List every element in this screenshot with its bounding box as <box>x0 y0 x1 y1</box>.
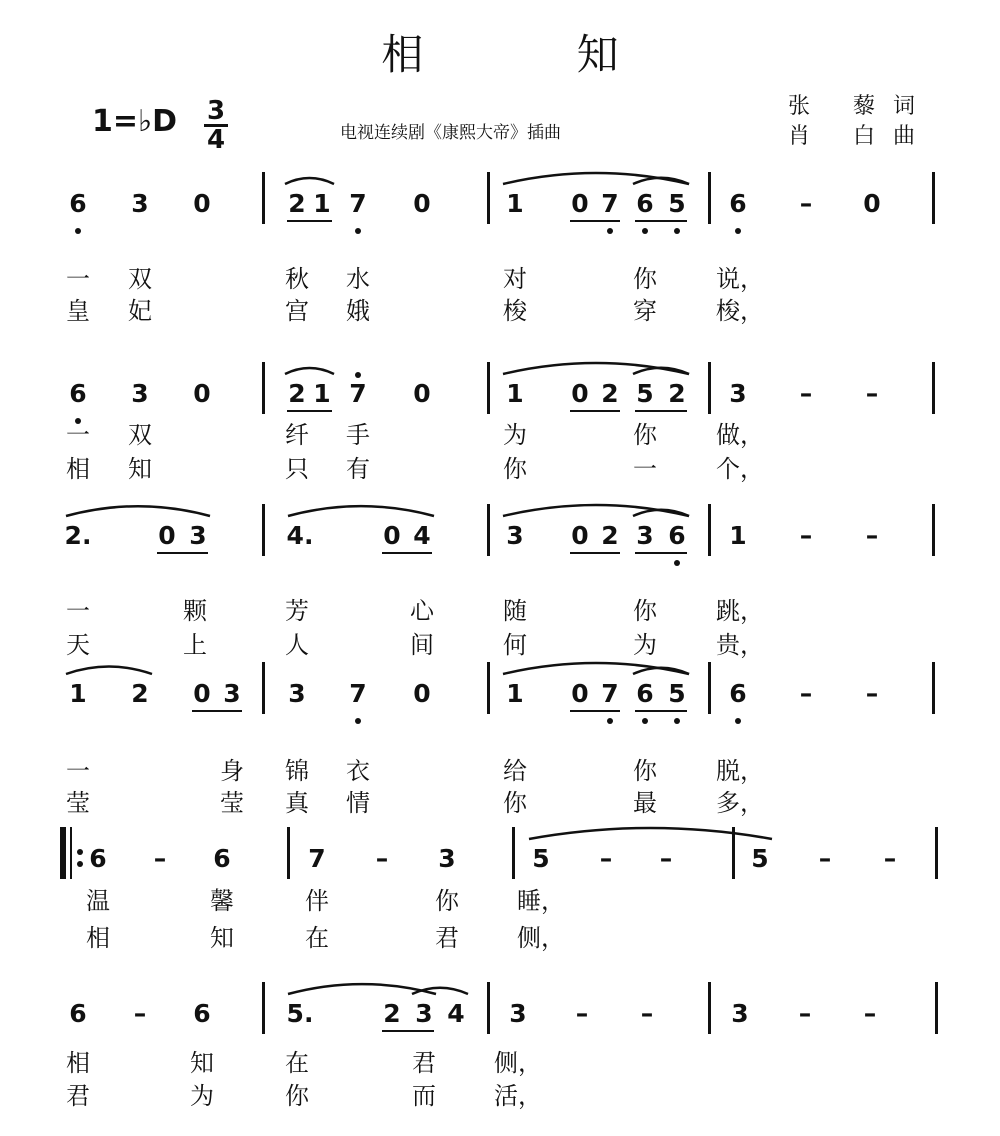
note: 0 <box>413 679 431 708</box>
lyric-syllable: 最 <box>633 789 657 817</box>
note: 0 <box>193 189 211 218</box>
lyric-syllable: 一 <box>633 455 657 483</box>
lyric-syllable: 秋 <box>285 265 309 293</box>
note: 6 <box>193 999 211 1028</box>
note: – <box>375 844 389 873</box>
lyric-syllable: 君 <box>412 1049 436 1077</box>
note: 1 <box>69 679 87 708</box>
note: 1 <box>729 521 747 550</box>
note: 3 <box>506 521 524 550</box>
note: 5 <box>636 379 654 408</box>
subtitle: 电视连续剧《康熙大帝》插曲 <box>340 123 561 143</box>
lyric-syllable: 你 <box>633 597 657 625</box>
note: 3 <box>288 679 306 708</box>
note: – <box>818 844 832 873</box>
lyric-syllable: 馨 <box>210 887 234 915</box>
lyric-syllable: 宫 <box>285 297 309 325</box>
lyric-syllable: 上 <box>183 631 207 659</box>
note: 0 <box>571 189 589 218</box>
note: – <box>659 844 673 873</box>
lyric-syllable: 你 <box>633 421 657 449</box>
note: 2 <box>668 379 686 408</box>
lyric-syllable: 脱， <box>716 757 764 785</box>
note: 7 <box>601 189 619 218</box>
note: 7 <box>349 679 367 708</box>
note: 2 <box>601 379 619 408</box>
note: 3 <box>189 521 207 550</box>
note: 1 <box>313 379 331 408</box>
note: 1 <box>506 189 524 218</box>
lyric-syllable: 相 <box>86 924 110 952</box>
lyric-syllable: 为 <box>633 631 657 659</box>
note: – <box>883 844 897 873</box>
lyric-syllable: 何 <box>503 631 527 659</box>
lyric-syllable: 双 <box>128 421 152 449</box>
note: 4 <box>447 999 465 1028</box>
lyric-syllable: 做， <box>716 421 764 449</box>
meter-denominator: 4 <box>206 125 226 155</box>
lyric-syllable: 你 <box>503 789 527 817</box>
note: 7 <box>349 379 367 408</box>
note: 5 <box>668 189 686 218</box>
lyric-syllable: 说， <box>716 265 764 293</box>
lyric-syllable: 心 <box>410 597 434 625</box>
lyric-syllable: 有 <box>346 455 370 483</box>
note: 0 <box>413 379 431 408</box>
lyric-syllable: 一 <box>66 757 90 785</box>
lyric-syllable: 为 <box>503 421 527 449</box>
lyric-syllable: 睡， <box>517 887 565 915</box>
note: 2 <box>288 379 306 408</box>
note: 3 <box>131 189 149 218</box>
slur <box>285 178 334 184</box>
lyric-syllable: 穿 <box>633 297 657 325</box>
lyric-syllable: 情 <box>346 789 370 817</box>
note: 0 <box>863 189 881 218</box>
note: 3 <box>729 379 747 408</box>
note: – <box>863 999 877 1028</box>
slur <box>412 988 468 994</box>
note: 7 <box>349 189 367 218</box>
slur <box>66 667 152 674</box>
note: – <box>153 844 167 873</box>
note: 3 <box>509 999 527 1028</box>
note: – <box>799 379 813 408</box>
note: – <box>798 999 812 1028</box>
note: – <box>575 999 589 1028</box>
slur <box>529 828 772 839</box>
note: 3 <box>731 999 749 1028</box>
note: 0 <box>571 379 589 408</box>
lyric-syllable: 娥 <box>346 297 370 325</box>
lyric-syllable: 个， <box>716 455 764 483</box>
lyric-syllable: 对 <box>503 265 527 293</box>
note: 0 <box>383 521 401 550</box>
lyric-syllable: 天 <box>66 631 90 659</box>
note: – <box>799 521 813 550</box>
note: 1 <box>506 679 524 708</box>
lyric-syllable: 真 <box>285 789 309 817</box>
note: 6 <box>636 189 654 218</box>
note: – <box>599 844 613 873</box>
lyric-syllable: 一 <box>66 265 90 293</box>
note: 5 <box>532 844 550 873</box>
lyric-syllable: 莹 <box>66 789 90 817</box>
key-signature: 1=♭D <box>92 104 178 139</box>
lyric-syllable: 在 <box>285 1049 309 1077</box>
lyric-syllable: 为 <box>190 1082 214 1110</box>
note: 3 <box>131 379 149 408</box>
note: 5 <box>668 679 686 708</box>
note: 6 <box>89 844 107 873</box>
lyric-syllable: 而 <box>412 1082 436 1110</box>
note: 7 <box>601 679 619 708</box>
lyric-syllable: 知 <box>190 1049 214 1077</box>
note: 4 <box>413 521 431 550</box>
meter-numerator: 3 <box>206 96 226 126</box>
lyric-syllable: 贵， <box>716 631 764 659</box>
lyric-syllable: 伴 <box>305 887 329 915</box>
lyric-syllable: 侧， <box>517 924 565 952</box>
note: 6 <box>668 521 686 550</box>
lyric-syllable: 莹 <box>220 789 244 817</box>
lyric-syllable: 芳 <box>285 597 309 625</box>
composer-credit: 肖 白曲 <box>788 124 933 149</box>
lyric-syllable: 君 <box>435 924 459 952</box>
note: 1 <box>313 189 331 218</box>
note: 5. <box>286 999 314 1028</box>
lyric-syllable: 你 <box>435 887 459 915</box>
note: – <box>865 379 879 408</box>
lyric-syllable: 随 <box>503 597 527 625</box>
note: 2 <box>131 679 149 708</box>
lyric-syllable: 知 <box>210 924 234 952</box>
note: 0 <box>571 679 589 708</box>
lyric-syllable: 双 <box>128 265 152 293</box>
lyric-syllable: 相 <box>66 1049 90 1077</box>
note: 6 <box>69 999 87 1028</box>
lyric-syllable: 温 <box>86 887 110 915</box>
lyric-syllable: 你 <box>633 265 657 293</box>
lyric-syllable: 纤 <box>285 421 309 449</box>
lyric-syllable: 锦 <box>285 757 309 785</box>
lyric-syllable: 间 <box>410 631 434 659</box>
note: 2. <box>64 521 92 550</box>
lyric-syllable: 你 <box>633 757 657 785</box>
lyric-syllable: 一 <box>66 421 90 449</box>
note: 3 <box>438 844 456 873</box>
note: 6 <box>213 844 231 873</box>
note: 0 <box>571 521 589 550</box>
note: – <box>865 679 879 708</box>
note: 6 <box>729 679 747 708</box>
lyric-syllable: 跳， <box>716 597 764 625</box>
note: 6 <box>636 679 654 708</box>
lyric-syllable: 衣 <box>346 757 370 785</box>
lyric-syllable: 相 <box>66 455 90 483</box>
note: 2 <box>383 999 401 1028</box>
lyric-syllable: 在 <box>305 924 329 952</box>
note: 7 <box>308 844 326 873</box>
note: 1 <box>506 379 524 408</box>
note: 3 <box>415 999 433 1028</box>
note: 0 <box>158 521 176 550</box>
lyric-syllable: 身 <box>220 757 244 785</box>
lyric-syllable: 多， <box>716 789 764 817</box>
lyric-syllable: 皇 <box>66 297 90 325</box>
note: 5 <box>751 844 769 873</box>
lyric-syllable: 梭， <box>716 297 764 325</box>
note: 6 <box>69 379 87 408</box>
note: – <box>865 521 879 550</box>
lyric-syllable: 颗 <box>183 597 207 625</box>
lyric-syllable: 君 <box>66 1082 90 1110</box>
note: 3 <box>223 679 241 708</box>
note: – <box>133 999 147 1028</box>
slur <box>288 506 434 516</box>
note: 2 <box>288 189 306 218</box>
note: 6 <box>729 189 747 218</box>
note: 0 <box>193 679 211 708</box>
lyric-syllable: 只 <box>285 455 309 483</box>
note: 6 <box>69 189 87 218</box>
lyric-syllable: 手 <box>346 421 370 449</box>
lyric-syllable: 一 <box>66 597 90 625</box>
note: 0 <box>193 379 211 408</box>
note: 3 <box>636 521 654 550</box>
note: – <box>799 189 813 218</box>
slur <box>285 368 334 374</box>
lyric-syllable: 你 <box>503 455 527 483</box>
lyric-syllable: 给 <box>503 757 527 785</box>
note: 0 <box>413 189 431 218</box>
lyric-syllable: 梭 <box>503 297 527 325</box>
lyric-syllable: 知 <box>128 455 152 483</box>
lyric-syllable: 侧， <box>494 1049 542 1077</box>
note: 2 <box>601 521 619 550</box>
slur <box>66 506 210 516</box>
song-title: 相 知 <box>381 30 689 79</box>
note: – <box>640 999 654 1028</box>
note: – <box>799 679 813 708</box>
lyric-syllable: 活， <box>494 1082 542 1110</box>
lyric-syllable: 你 <box>285 1082 309 1110</box>
lyric-syllable: 人 <box>285 631 309 659</box>
note: 4. <box>286 521 314 550</box>
lyricist-credit: 张 藜词 <box>788 94 933 119</box>
lyric-syllable: 水 <box>346 265 370 293</box>
lyric-syllable: 妃 <box>128 297 152 325</box>
